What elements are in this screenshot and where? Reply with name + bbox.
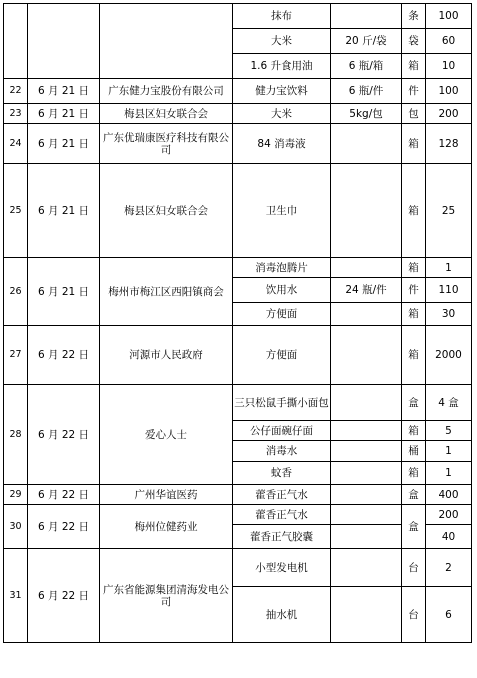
item-spec — [331, 258, 402, 278]
item-quantity: 200 — [426, 505, 472, 525]
item-name: 藿香正气水 — [233, 485, 331, 505]
item-name: 健力宝饮料 — [233, 79, 331, 104]
item-unit: 件 — [402, 79, 426, 104]
donor-name: 广州华谊医药 — [100, 485, 233, 505]
item-name: 蚊香 — [233, 462, 331, 485]
item-spec — [331, 385, 402, 421]
item-spec: 24 瓶/件 — [331, 278, 402, 303]
item-spec — [331, 326, 402, 385]
donor-name: 广东省能源集团清海发电公司 — [100, 549, 233, 643]
item-name: 抹布 — [233, 4, 331, 29]
donor-name: 梅州市梅江区西阳镇商会 — [100, 258, 233, 326]
item-spec — [331, 525, 402, 549]
row-number: 30 — [4, 505, 28, 549]
item-quantity: 4 盒 — [426, 385, 472, 421]
item-spec — [331, 485, 402, 505]
item-name: 消毒水 — [233, 441, 331, 462]
donation-date: 6 月 22 日 — [28, 549, 100, 643]
item-name: 1.6 升食用油 — [233, 54, 331, 79]
item-name: 小型发电机 — [233, 549, 331, 587]
donation-date: 6 月 21 日 — [28, 79, 100, 104]
item-spec — [331, 303, 402, 326]
item-quantity: 60 — [426, 29, 472, 54]
table-row — [4, 505, 472, 525]
row-number: 25 — [4, 164, 28, 258]
item-quantity: 30 — [426, 303, 472, 326]
item-quantity: 2000 — [426, 326, 472, 385]
item-name: 84 消毒液 — [233, 124, 331, 164]
item-unit: 件 — [402, 278, 426, 303]
donor-name: 广东健力宝股份有限公司 — [100, 79, 233, 104]
item-quantity: 200 — [426, 104, 472, 124]
table-row — [4, 485, 472, 505]
item-spec: 5kg/包 — [331, 104, 402, 124]
item-unit: 箱 — [402, 124, 426, 164]
table-row — [4, 79, 472, 104]
donation-date — [28, 4, 100, 79]
item-name: 藿香正气胶囊 — [233, 525, 331, 549]
donor-name: 爱心人士 — [100, 385, 233, 485]
table-row — [4, 4, 472, 29]
item-unit: 桶 — [402, 441, 426, 462]
table-row — [4, 385, 472, 421]
item-quantity: 128 — [426, 124, 472, 164]
table-row — [4, 258, 472, 278]
item-unit: 箱 — [402, 258, 426, 278]
donor-name: 梅州位健药业 — [100, 505, 233, 549]
item-name: 藿香正气水 — [233, 505, 331, 525]
item-unit: 台 — [402, 549, 426, 587]
donor-name: 梅县区妇女联合会 — [100, 164, 233, 258]
donor-name: 河源市人民政府 — [100, 326, 233, 385]
row-number: 26 — [4, 258, 28, 326]
item-unit: 袋 — [402, 29, 426, 54]
item-quantity: 6 — [426, 587, 472, 643]
table-row — [4, 164, 472, 258]
item-name: 卫生巾 — [233, 164, 331, 258]
donation-date: 6 月 21 日 — [28, 104, 100, 124]
donation-table — [3, 3, 472, 643]
item-unit: 盒 — [402, 385, 426, 421]
item-spec — [331, 421, 402, 441]
row-number: 29 — [4, 485, 28, 505]
row-number — [4, 4, 28, 79]
item-quantity: 400 — [426, 485, 472, 505]
row-number: 23 — [4, 104, 28, 124]
item-name: 公仔面碗仔面 — [233, 421, 331, 441]
item-quantity: 2 — [426, 549, 472, 587]
item-quantity: 100 — [426, 4, 472, 29]
item-spec — [331, 4, 402, 29]
item-unit: 台 — [402, 587, 426, 643]
item-unit: 箱 — [402, 303, 426, 326]
item-quantity: 110 — [426, 278, 472, 303]
item-quantity: 1 — [426, 441, 472, 462]
row-number: 28 — [4, 385, 28, 485]
item-unit: 包 — [402, 104, 426, 124]
item-quantity: 1 — [426, 258, 472, 278]
item-quantity: 10 — [426, 54, 472, 79]
item-spec: 20 斤/袋 — [331, 29, 402, 54]
row-number: 27 — [4, 326, 28, 385]
item-unit: 盒 — [402, 485, 426, 505]
table-row — [4, 124, 472, 164]
item-unit: 箱 — [402, 164, 426, 258]
table-row — [4, 104, 472, 124]
item-unit: 箱 — [402, 462, 426, 485]
item-name: 消毒泡腾片 — [233, 258, 331, 278]
item-name: 大米 — [233, 104, 331, 124]
donation-date: 6 月 21 日 — [28, 124, 100, 164]
item-name: 三只松鼠手撕小面包 — [233, 385, 331, 421]
item-name: 抽水机 — [233, 587, 331, 643]
item-unit: 箱 — [402, 54, 426, 79]
item-unit: 盒 — [402, 505, 426, 549]
item-spec — [331, 462, 402, 485]
item-unit: 条 — [402, 4, 426, 29]
donor-name: 广东优瑞康医疗科技有限公司 — [100, 124, 233, 164]
donation-date: 6 月 22 日 — [28, 326, 100, 385]
item-spec: 6 瓶/件 — [331, 79, 402, 104]
item-spec — [331, 587, 402, 643]
item-unit: 箱 — [402, 421, 426, 441]
item-name: 饮用水 — [233, 278, 331, 303]
donation-date: 6 月 22 日 — [28, 505, 100, 549]
item-spec — [331, 164, 402, 258]
item-spec — [331, 549, 402, 587]
item-spec — [331, 505, 402, 525]
table-row — [4, 549, 472, 587]
item-quantity: 40 — [426, 525, 472, 549]
item-spec — [331, 124, 402, 164]
item-quantity: 1 — [426, 462, 472, 485]
row-number: 31 — [4, 549, 28, 643]
donor-name: 梅县区妇女联合会 — [100, 104, 233, 124]
table-row — [4, 326, 472, 385]
donor-name — [100, 4, 233, 79]
item-quantity: 100 — [426, 79, 472, 104]
item-spec: 6 瓶/箱 — [331, 54, 402, 79]
item-name: 方便面 — [233, 326, 331, 385]
row-number: 22 — [4, 79, 28, 104]
donation-date: 6 月 21 日 — [28, 258, 100, 326]
item-spec — [331, 441, 402, 462]
item-name: 大米 — [233, 29, 331, 54]
donation-date: 6 月 21 日 — [28, 164, 100, 258]
donation-date: 6 月 22 日 — [28, 385, 100, 485]
row-number: 24 — [4, 124, 28, 164]
item-quantity: 5 — [426, 421, 472, 441]
item-unit: 箱 — [402, 326, 426, 385]
item-name: 方便面 — [233, 303, 331, 326]
item-quantity: 25 — [426, 164, 472, 258]
donation-date: 6 月 22 日 — [28, 485, 100, 505]
